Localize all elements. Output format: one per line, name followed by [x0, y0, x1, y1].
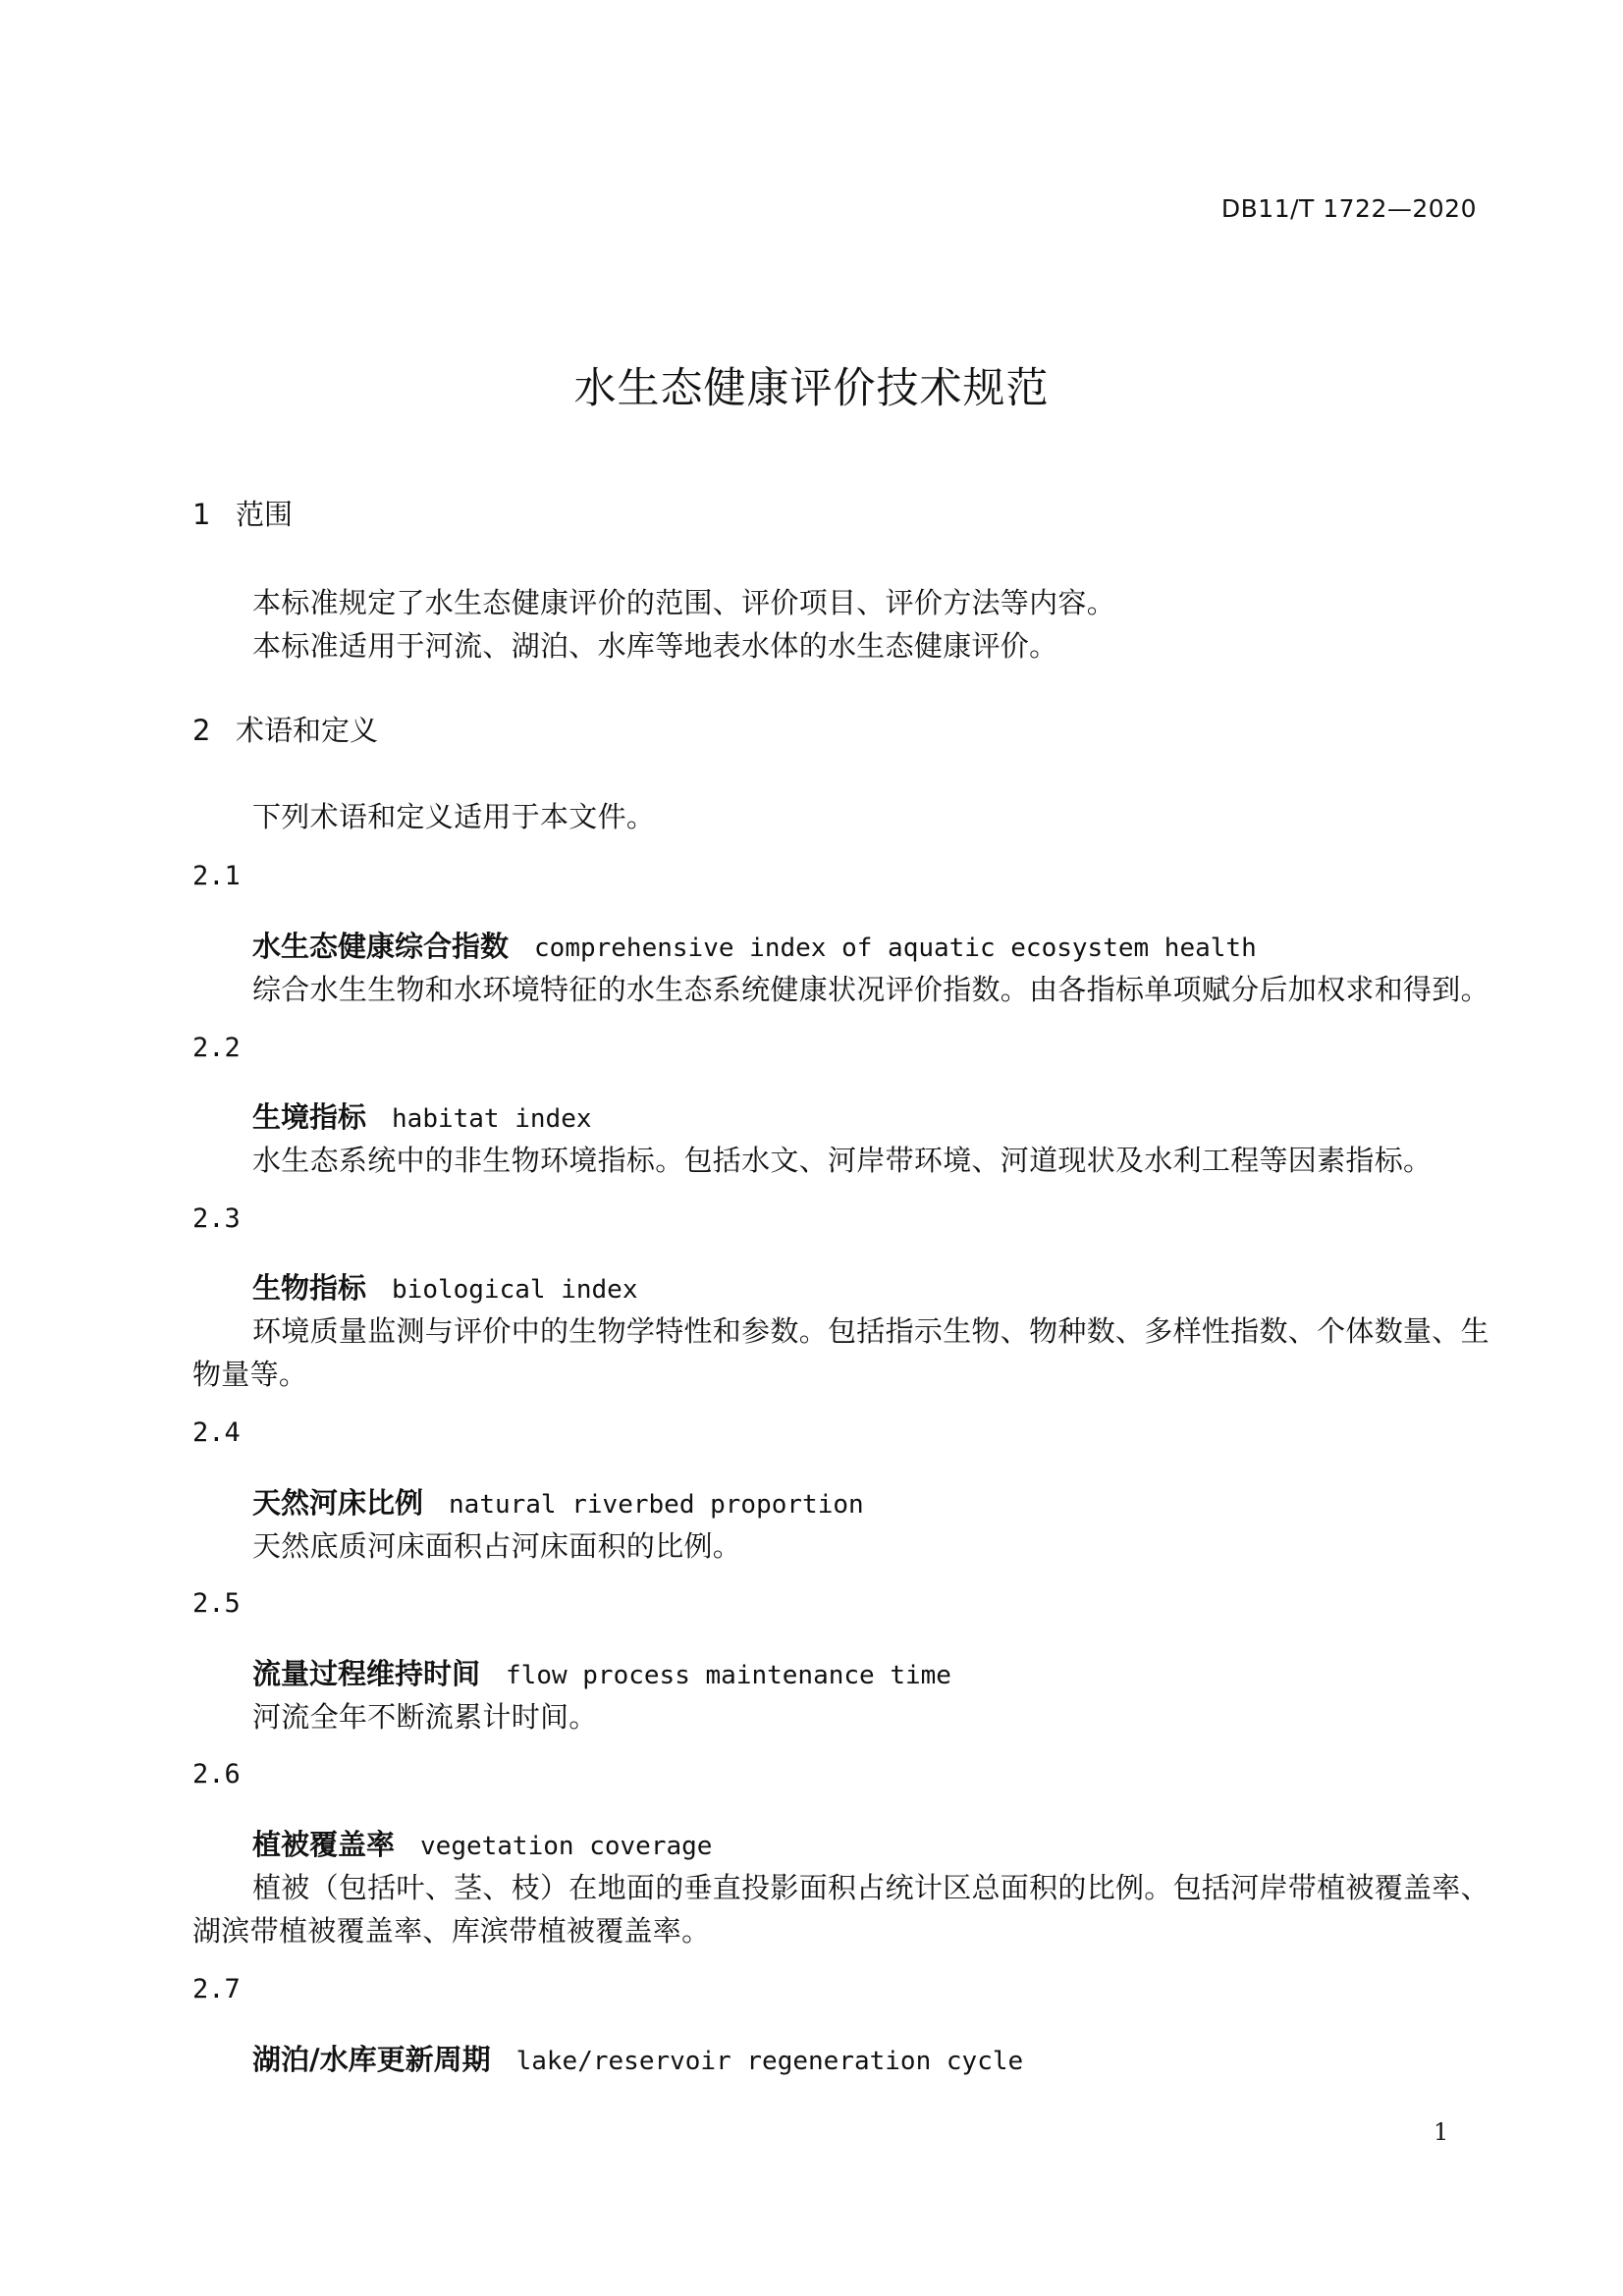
term-definition: 水生态系统中的非生物环境指标。包括水文、河岸带环境、河道现状及水利工程等因素指标。 [252, 1144, 1433, 1177]
term-number: 2.4 [192, 1417, 241, 1448]
section-heading-terms [192, 709, 378, 749]
term-chinese: 流量过程维持时间 [252, 1657, 481, 1690]
term-number: 2.2 [192, 1033, 241, 1063]
paragraph: 下列术语和定义适用于本文件。 [252, 800, 656, 833]
term-chinese: 湖泊/水库更新周期 [252, 2043, 491, 2076]
term-heading [252, 1266, 637, 1307]
term-heading [252, 1481, 864, 1522]
term-english: vegetation coverage [420, 1832, 713, 1861]
term-definition: 天然底质河床面积占河床面积的比例。 [252, 1529, 742, 1563]
section-title: 范围 [236, 498, 294, 531]
term-english: biological index [392, 1275, 638, 1305]
term-english: habitat index [392, 1104, 592, 1134]
section-title: 术语和定义 [236, 714, 379, 747]
document-code: DB11/T 1722—2020 [1220, 194, 1477, 223]
term-definition: 河流全年不断流累计时间。 [252, 1700, 598, 1734]
term-definition: 环境质量监测与评价中的生物学特性和参数。包括指示生物、物种数、多样性指数、个体数量、生 [252, 1314, 1489, 1348]
term-english: comprehensive index of aquatic ecosystem health [534, 934, 1257, 963]
term-chinese: 生物指标 [252, 1271, 367, 1305]
section-heading-scope [192, 493, 293, 533]
paragraph: 本标准规定了水生态健康评价的范围、评价项目、评价方法等内容。 [252, 586, 1116, 619]
term-heading [252, 1652, 951, 1692]
term-definition: 植被（包括叶、茎、枝）在地面的垂直投影面积占统计区总面积的比例。包括河岸带植被覆盖率、 [252, 1871, 1489, 1904]
term-number: 2.1 [192, 861, 241, 891]
term-english: lake/reservoir regeneration cycle [515, 2047, 1024, 2076]
term-heading [252, 1095, 592, 1136]
term-chinese: 天然河床比例 [252, 1486, 424, 1520]
document-title: 水生态健康评价技术规范 [573, 364, 1050, 413]
term-heading [252, 925, 1257, 965]
term-chinese: 植被覆盖率 [252, 1828, 396, 1861]
term-number: 2.5 [192, 1588, 241, 1619]
section-number: 1 [192, 498, 211, 531]
term-english: natural riverbed proportion [449, 1490, 864, 1520]
term-chinese: 水生态健康综合指数 [252, 930, 510, 963]
term-heading [252, 1823, 712, 1863]
term-number: 2.6 [192, 1759, 241, 1789]
page-number: 1 [1434, 2118, 1449, 2146]
term-heading [252, 2038, 1023, 2078]
term-number: 2.3 [192, 1203, 241, 1234]
section-number: 2 [192, 714, 211, 747]
term-definition-continued: 湖滨带植被覆盖率、库滨带植被覆盖率。 [192, 1914, 711, 1948]
term-chinese: 生境指标 [252, 1100, 367, 1134]
paragraph: 本标准适用于河流、湖泊、水库等地表水体的水生态健康评价。 [252, 629, 1058, 663]
term-definition-continued: 物量等。 [192, 1358, 308, 1391]
term-english: flow process maintenance time [506, 1661, 951, 1690]
term-number: 2.7 [192, 1974, 241, 2004]
term-definition: 综合水生生物和水环境特征的水生态系统健康状况评价指数。由各指标单项赋分后加权求和得到。 [252, 973, 1489, 1006]
